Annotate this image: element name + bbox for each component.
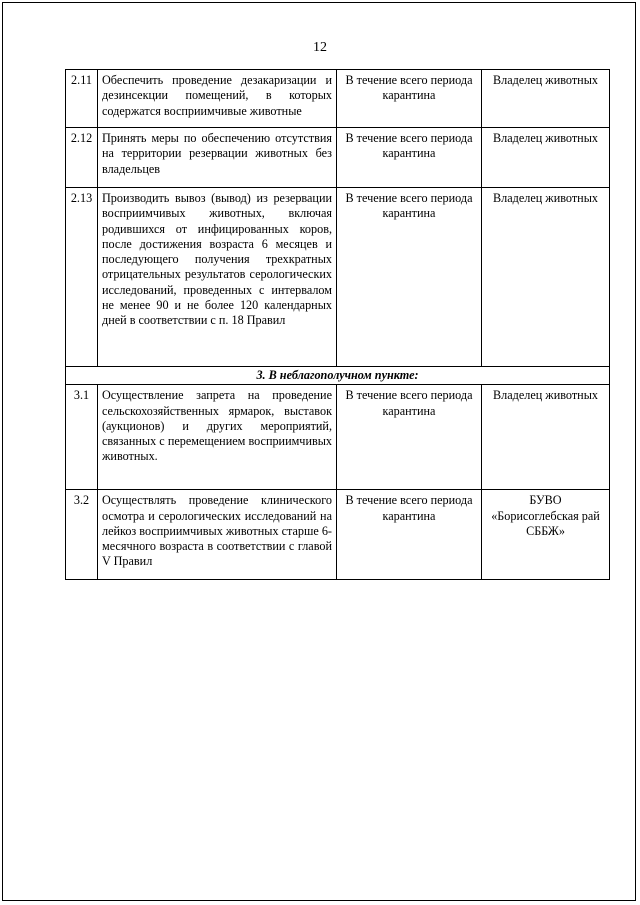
section-title: 3. В неблагополучном пункте: [66,367,610,385]
row-term: В течение всего периода карантина [337,490,482,580]
row-term: В течение всего периода карантина [337,385,482,490]
row-action: Осуществлять проведение клинического осмотра и серологических исследований на лейкоз восприимчивых животных старше 6-месячного возраста в соответствии с главой V Правил [98,490,337,580]
table-row [66,188,610,367]
table-row [66,385,610,490]
table-row [66,70,610,128]
row-action: Осуществление запрета на проведение сельскохозяйственных ярмарок, выставок (аукционов) и других мероприятий, связанных с перемещением восприимчивых животных. [98,385,337,490]
row-number: 3.1 [66,385,98,490]
row-responsible: Владелец животных [482,385,610,490]
row-responsible: Владелец животных [482,70,610,128]
row-number: 2.13 [66,188,98,367]
row-term: В течение всего периода карантина [337,188,482,367]
row-number: 3.2 [66,490,98,580]
row-responsible [482,490,610,580]
section-header-row [66,367,610,385]
row-action: Принять меры по обеспечению отсутствия на территории резервации животных без владельцев [98,128,337,188]
row-term: В течение всего периода карантина [337,128,482,188]
table-row [66,490,610,580]
measures-table [65,69,610,580]
row-action: Производить вывоз (вывод) из резервации восприимчивых животных, включая родившихся от инфицированных коров, после достижения возраста 6 месяцев и последующего получения трехкратных отрицательных результатов серологических исследований, проведенных с интервалом не менее 90 и не более 120 календарных дней в соответствии с п. 18 Правил [98,188,337,367]
row-term: В течение всего периода карантина [337,70,482,128]
responsible-org-detail: «Борисоглебская рай СББЖ» [491,508,600,538]
row-number: 2.11 [66,70,98,128]
row-action: Обеспечить проведение дезакаризации и дезинсекции помещений, в которых содержатся восприимчивые животные [98,70,337,128]
table-row [66,128,610,188]
row-number: 2.12 [66,128,98,188]
responsible-org: БУВО [529,493,562,508]
row-responsible: Владелец животных [482,188,610,367]
row-responsible: Владелец животных [482,128,610,188]
page-number: 12 [313,40,327,55]
